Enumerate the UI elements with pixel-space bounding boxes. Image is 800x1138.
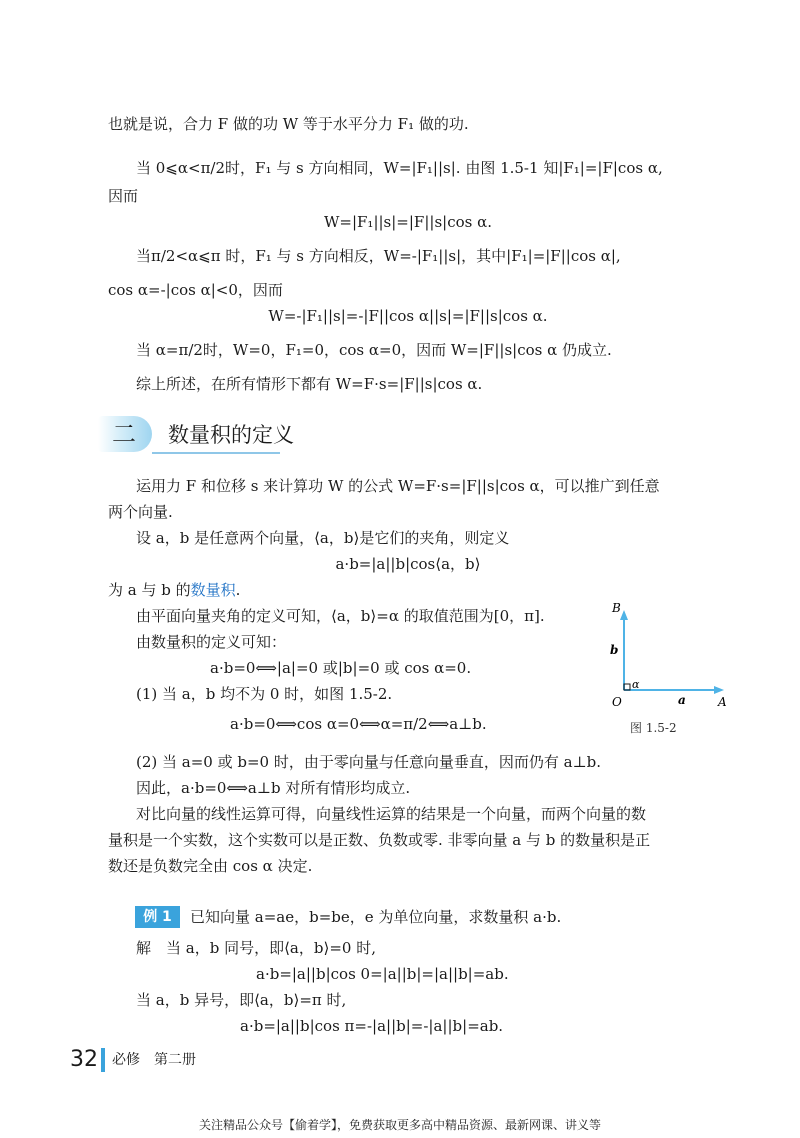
book-title: 必修 第二册 — [112, 1052, 196, 1068]
text-line: 设 a，b 是任意两个向量，⟨a，b⟩是它们的夹角，则定义 — [136, 529, 510, 547]
formula: a·b=0⟺cos α=0⟺α=π/2⟺a⊥b. — [230, 715, 487, 733]
text-line: 当 a，b 异号，即⟨a，b⟩=π 时, — [136, 991, 347, 1009]
text-line: 数还是负数完全由 cos α 决定. — [108, 857, 313, 875]
section-title: 数量积的定义 — [168, 423, 294, 447]
text-line: 两个向量. — [108, 503, 173, 521]
text-line: 解 当 a，b 同号，即⟨a，b⟩=0 时, — [136, 939, 376, 957]
section-number: 二 — [112, 420, 136, 448]
section-underline — [152, 452, 280, 454]
key-term: 数量积 — [190, 581, 236, 599]
definition-line — [108, 580, 240, 600]
text-line: 由平面向量夹角的定义可知，⟨a，b⟩=α 的取值范围为[0，π]. — [136, 607, 545, 625]
page-divider-bar — [101, 1048, 105, 1072]
label-B: B — [612, 601, 621, 615]
text-line: 也就是说，合力 F 做的功 W 等于水平分力 F₁ 做的功. — [108, 115, 469, 133]
text-line: 当π/2<α⩽π 时，F₁ 与 s 方向相反，W=-|F₁||s|，其中|F₁|=|F||cos α|, — [136, 247, 621, 265]
vector-figure — [600, 598, 740, 738]
figure-caption: 图 1.5-2 — [630, 721, 677, 735]
text-line: (2) 当 a=0 或 b=0 时，由于零向量与任意向量垂直，因而仍有 a⊥b. — [136, 753, 602, 771]
footer-watermark: 关注精品公众号【偷着学】，免费获取更多高中精品资源、最新网课、讲义等 — [198, 1118, 601, 1132]
text-line: 由数量积的定义可知： — [136, 633, 287, 651]
text-line: 当 α=π/2时，W=0，F₁=0，cos α=0，因而 W=|F||s|cos α 仍成立. — [136, 341, 612, 359]
text-line: 综上所述，在所有情形下都有 W=F·s=|F||s|cos α. — [136, 375, 483, 393]
formula: a·b=0⟺|a|=0 或|b|=0 或 cos α=0. — [210, 659, 472, 677]
text-line: (1) 当 a，b 均不为 0 时，如图 1.5-2. — [136, 685, 393, 703]
formula: a·b=|a||b|cos π=-|a||b|=-|a||b|=ab. — [240, 1017, 504, 1035]
text-line: 运用力 F 和位移 s 来计算功 W 的公式 W=F·s=|F||s|cos α，可以推广到任意 — [136, 477, 660, 495]
label-O: O — [612, 695, 622, 709]
label-a: a — [678, 693, 686, 707]
formula: a·b=|a||b|cos 0=|a||b|=|a||b|=ab. — [256, 965, 509, 983]
text-line: 因而 — [108, 187, 139, 205]
text-line: 量积是一个实数，这个实数可以是正数、负数或零. 非零向量 a 与 b 的数量积是正 — [108, 831, 651, 849]
label-alpha: α — [632, 678, 640, 691]
text-line: 因此，a·b=0⟺a⊥b 对所有情形均成立. — [136, 779, 411, 797]
definition-text: 为 a 与 b 的 — [108, 581, 191, 599]
label-A: A — [718, 695, 727, 709]
page-number: 32 — [70, 1047, 98, 1072]
vector-a-arrowhead — [714, 686, 724, 694]
vector-b-arrowhead — [620, 610, 628, 620]
formula: a·b=|a||b|cos⟨a，b⟩ — [335, 555, 481, 573]
text-line: cos α=-|cos α|<0，因而 — [108, 281, 283, 299]
definition-end: . — [235, 581, 241, 599]
text-line: 当 0⩽α<π/2时，F₁ 与 s 方向相同，W=|F₁||s|. 由图 1.5-1 知|F₁|=|F|cos α, — [136, 159, 663, 177]
formula: W=|F₁||s|=|F||s|cos α. — [323, 213, 492, 231]
example-badge: 例 1 — [135, 906, 180, 928]
text-line: 对比向量的线性运算可得，向量线性运算的结果是一个向量，而两个向量的数 — [136, 805, 647, 823]
example-question: 已知向量 a=ae，b=be，e 为单位向量，求数量积 a·b. — [190, 908, 562, 926]
formula: W=-|F₁||s|=-|F||cos α||s|=|F||s|cos α. — [268, 307, 548, 325]
label-b: b — [610, 643, 619, 657]
